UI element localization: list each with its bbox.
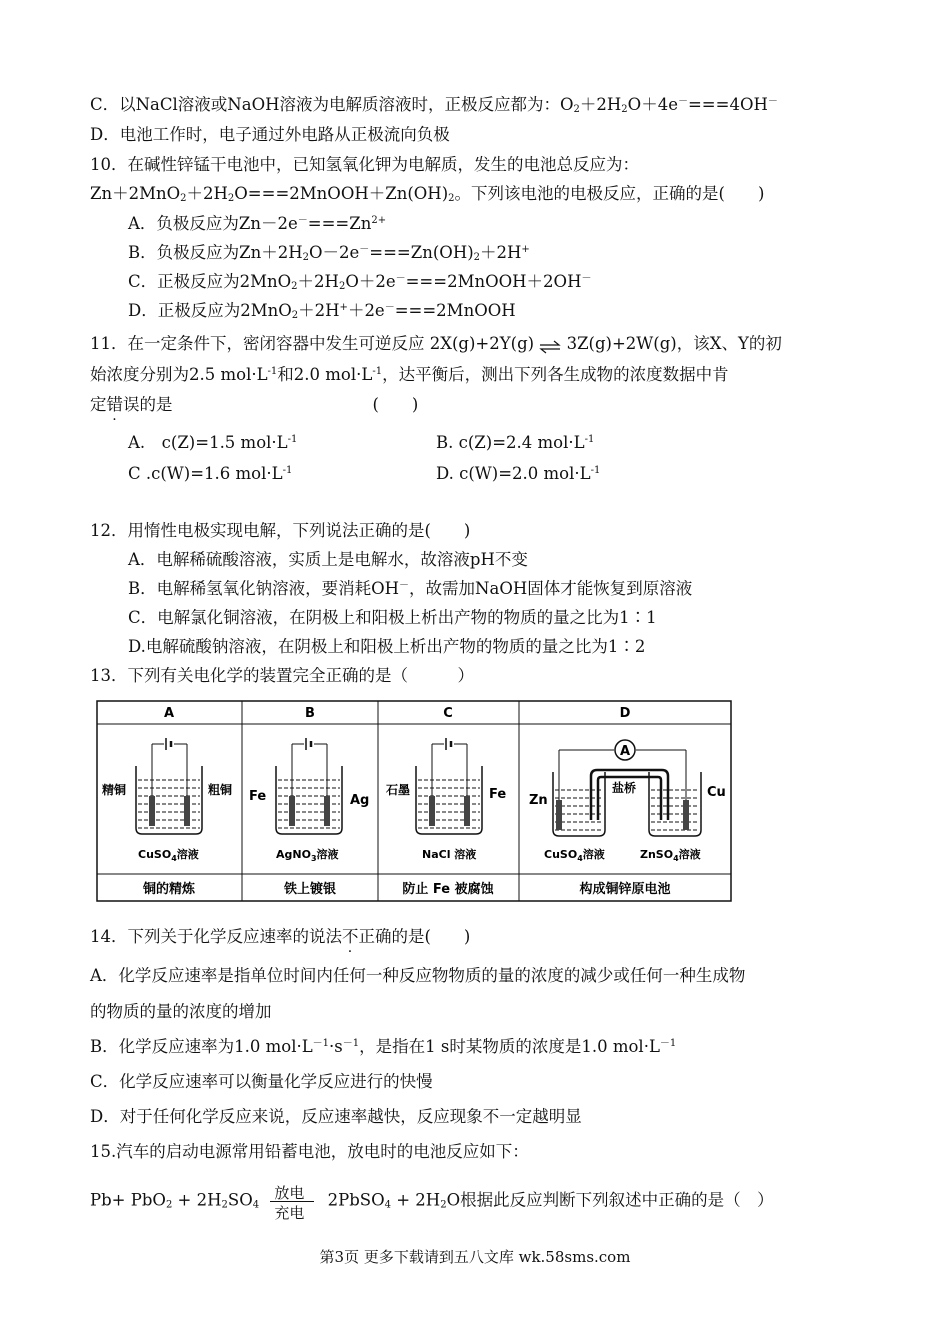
c-solution-label: NaCl 溶液 bbox=[422, 848, 477, 861]
header-a: A bbox=[163, 706, 175, 721]
c-right-label: Fe bbox=[489, 787, 507, 802]
q11-option-b: B. c(Z)=2.4 $mol\cdot L^{-1}$ bbox=[436, 433, 595, 452]
q11-option-a: A. c(Z)=1.5 $mol\cdot L^{-1}$ bbox=[128, 433, 298, 452]
q14-option-c: C．化学反应速率可以衡量化学反应进行的快慢 bbox=[90, 1072, 433, 1091]
q9-option-c: C．以NaCl溶液或NaOH溶液为电解质溶液时，正极反应都为：$O_2+2H_2O+4e^-===4OH^-$ bbox=[90, 95, 778, 115]
d-solution-1-label: CuSO$_4$溶液 bbox=[544, 848, 605, 863]
d-left-label: Zn bbox=[529, 793, 548, 808]
q11-stem-line3: 定错误的是 ( ) bbox=[90, 395, 419, 414]
q11-stem-line2: 始浓度分别为2.5 $mol\cdot L^{-1}$和2.0 $mol\cdot L^{-1}$，达平衡后，测出下列各生成物的浓度数据中肯 bbox=[90, 365, 729, 384]
q13-stem: 13．下列有关电化学的装置完全正确的是（ ） bbox=[90, 666, 474, 685]
header-c: C bbox=[443, 706, 453, 721]
q10-stem-line1: 10．在碱性锌锰干电池中，已知氢氧化钾为电解质，发生的电池总反应为： bbox=[90, 155, 639, 174]
d-solution-2-label: ZnSO$_4$溶液 bbox=[640, 848, 701, 863]
header-b: B bbox=[305, 706, 315, 721]
q14-option-b: B．化学反应速率为1.0 $mol\cdot L^{-1}\cdot s^{-1}$，是指在1 s时某物质的浓度是1.0 $mol\cdot L^{-1}$ bbox=[90, 1037, 677, 1056]
q10-stem-line2: $Zn+2MnO_2+2H_2O===2MnOOH+Zn(OH)_2$。下列该电池的电极反应，正确的是( ) bbox=[90, 184, 765, 204]
q10-option-d: D．正极反应为2MnO$_2$＋2H+＋2e－===2MnOOH bbox=[128, 301, 516, 321]
q11-option-d: D. c(W)=2.0 $mol\cdot L^{-1}$ bbox=[436, 464, 601, 483]
q9-option-d: D．电池工作时，电子通过外电路从正极流向负极 bbox=[90, 125, 450, 144]
q14-stem: 14．下列关于化学反应速率的说法不正确的是( ) bbox=[90, 927, 471, 946]
d-meter-label: A bbox=[619, 744, 631, 759]
q12-option-d: D.电解硫酸钠溶液，在阴极上和阳极上析出产物的物质的量之比为1∶2 bbox=[128, 637, 646, 656]
page-footer: 第3页 更多下载请到五八文库 wk.58sms.com bbox=[319, 1248, 631, 1266]
q14-option-d: D．对于任何化学反应来说，反应速率越快，反应现象不一定越明显 bbox=[90, 1107, 582, 1126]
header-d: D bbox=[619, 706, 631, 721]
q15-stem: 15.汽车的启动电源常用铅蓄电池，放电时的电池反应如下： bbox=[90, 1142, 529, 1161]
q15-equation: $Pb+ PbO_2 + 2H_2SO_4$ $\frac{\text{放电}}{\text{充电}}$ 2PbSO$_4$ + $2H_2O$根据此反应判断下列叙述中正确的是（ ） bbox=[90, 1184, 774, 1222]
a-caption: 铜的精炼 bbox=[142, 882, 196, 897]
q12-option-a: A．电解稀硫酸溶液，实质上是电解水，故溶液pH不变 bbox=[128, 550, 528, 569]
c-left-label: 石墨 bbox=[386, 783, 411, 797]
q12-option-b: B．电解稀氢氧化钠溶液，要消耗OH－，故需加NaOH固体才能恢复到原溶液 bbox=[128, 579, 693, 598]
equilibrium-arrow-icon bbox=[539, 338, 561, 352]
a-solution-label: CuSO$_4$溶液 bbox=[138, 848, 199, 863]
b-right-label: Ag bbox=[350, 793, 370, 808]
b-left-label: Fe bbox=[249, 789, 267, 804]
d-bridge-label: 盐桥 bbox=[612, 781, 637, 795]
a-left-label: 精铜 bbox=[102, 783, 127, 797]
q12-option-c: C．电解氯化铜溶液，在阴极上和阳极上析出产物的物质的量之比为1∶1 bbox=[128, 608, 657, 627]
c-caption: 防止 Fe 被腐蚀 bbox=[402, 882, 494, 897]
d-right-label: Cu bbox=[707, 785, 726, 800]
electrochemistry-apparatus-figure bbox=[96, 700, 732, 902]
q10-option-b: B．负极反应为$Zn+2H_2O-2e^-===Zn(OH)_2+2H^+$ bbox=[128, 243, 530, 263]
q11-stem-line1: 11．在一定条件下，密闭容器中发生可逆反应 2X(g)+2Y(g) 3Z(g)+2W(g)，该X、Y的初 bbox=[90, 334, 782, 353]
q10-option-c: C．正极反应为$2MnO_2+2H_2O+2e^-===2MnOOH+2OH^-$ bbox=[128, 272, 592, 292]
q12-stem: 12．用惰性电极实现电解，下列说法正确的是( ) bbox=[90, 521, 471, 540]
b-solution-label: AgNO$_3$溶液 bbox=[276, 848, 339, 863]
q14-option-a-line2: 的物质的量的浓度的增加 bbox=[90, 1002, 272, 1021]
d-caption: 构成铜锌原电池 bbox=[579, 882, 671, 897]
reversible-arrow-label: $\frac{\text{放电}}{\text{充电}}$ bbox=[270, 1184, 316, 1218]
q10-option-a: A．负极反应为$Zn-2e^-===Zn^{2+}$ bbox=[128, 214, 387, 233]
a-right-label: 粗铜 bbox=[208, 783, 233, 797]
b-caption: 铁上镀银 bbox=[283, 882, 337, 897]
q14-option-a-line1: A．化学反应速率是指单位时间内任何一种反应物物质的量的浓度的减少或任何一种生成物 bbox=[90, 966, 746, 985]
q11-option-c: C .c(W)=1.6 $mol\cdot L^{-1}$ bbox=[128, 464, 293, 483]
